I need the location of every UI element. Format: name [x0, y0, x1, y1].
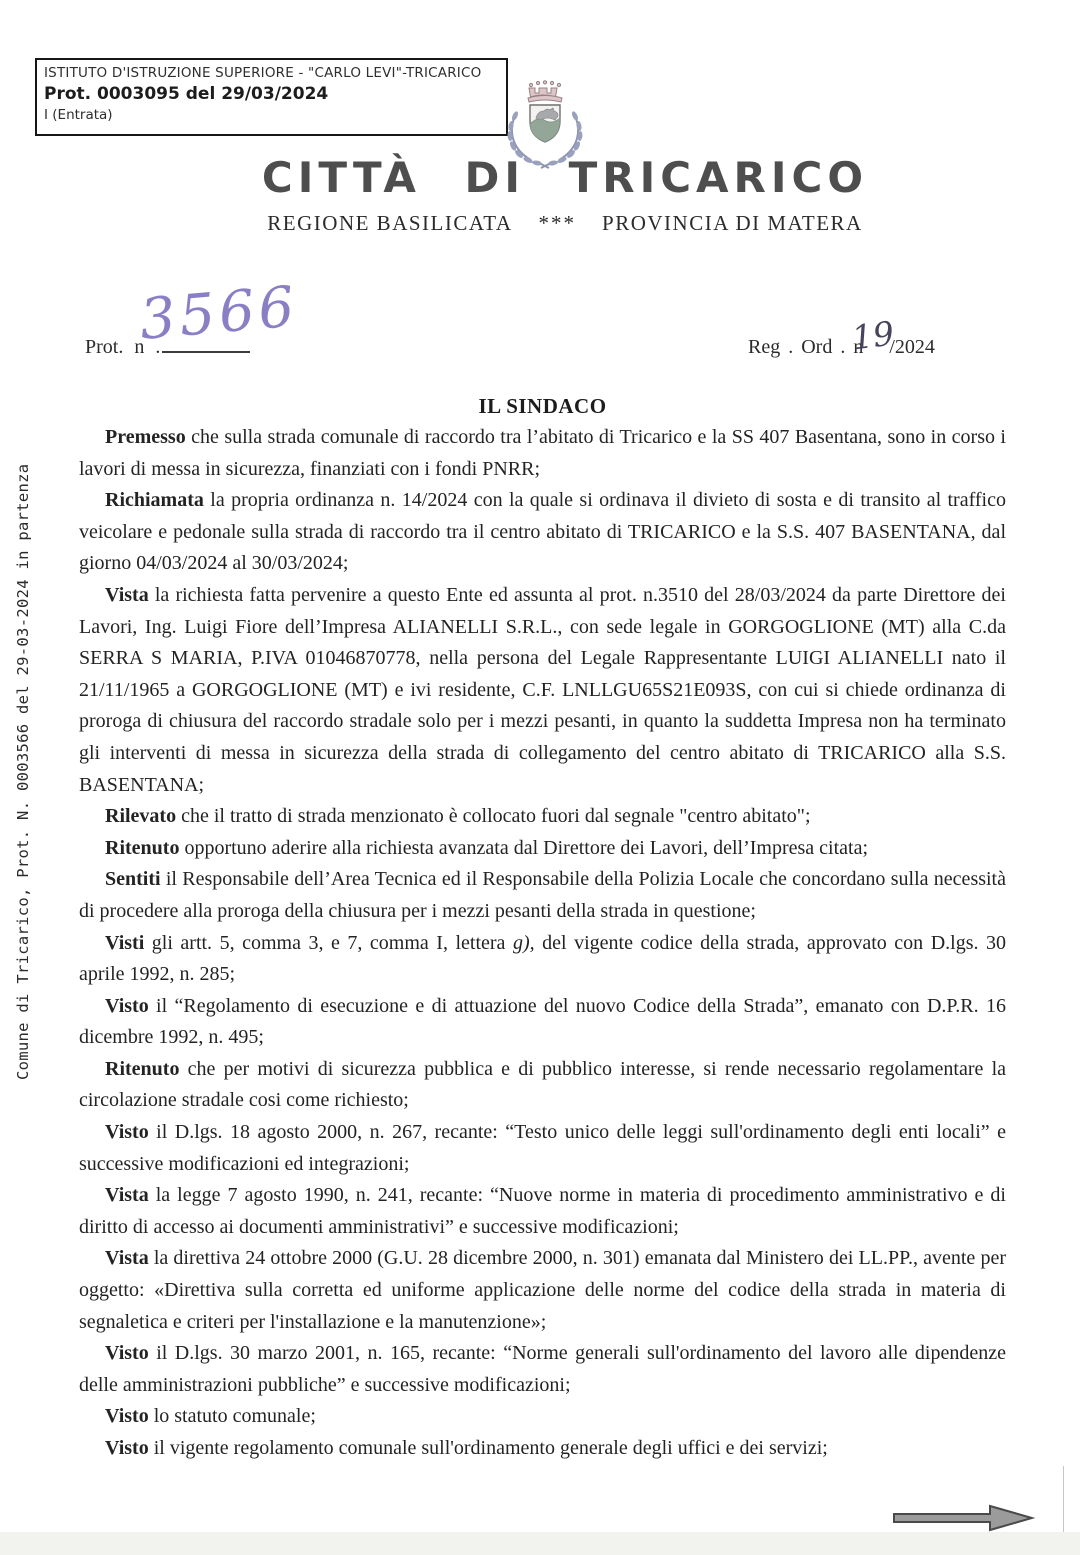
paragraph-text: gli artt. 5, comma 3, e 7, comma I, lettera [144, 931, 513, 954]
paragraph-text: la richiesta fatta pervenire a questo Ente ed assunta al prot. n.3510 del 28/03/2024 da parte Direttore dei Lavori, Ing. Luigi Fiore dell’Impresa ALIANELLI S.R.L., con sede legale in GORGOGLIONE (MT) alla C.da SERRA S MARIA, P.IVA 01046870778, nella persona del Legale Rappresentante LUIGI ALIANELLI nato il 21/11/1965 a GORGOGLIONE (MT) e ivi residente, C.F. LNLLGU65S21E093S, con cui si chiede ordinanza di proroga di chiusura del raccordo stradale solo per i mezzi pesanti, in quanto la suddetta Impresa non ha terminato gli interventi di messa in sicurezza della strada di collegamento del centro abitato di TRICARICO alla S.S. BASENTANA; [79, 583, 1006, 796]
paragraph-lead: Visto [105, 994, 149, 1017]
paragraph-text: il “Regolamento di esecuzione e di attuazione del nuovo Codice della Strada”, emanato con D.P.R. 16 dicembre 1992, n. 495; [79, 994, 1006, 1049]
paragraph [79, 1338, 1006, 1401]
registry-ordinance-line [748, 336, 935, 359]
paragraph-italic: g), [512, 931, 535, 954]
paragraph-text: il Responsabile dell’Area Tecnica ed il Responsabile della Polizia Locale che concordano sulla necessità di procedere alla proroga della chiusura per i mezzi pesanti della strada in questione; [79, 868, 1006, 922]
paragraph-text: che il tratto di strada menzionato è collocato fuori dal segnale "centro abitato"; [176, 805, 811, 828]
paragraph-lead: Vista [105, 1247, 149, 1270]
paragraph-text: lo statuto comunale; [148, 1405, 316, 1428]
paragraph-lead: Ritenuto [105, 1057, 180, 1080]
scan-bottom-strip [0, 1532, 1080, 1555]
paragraph-lead: Vista [105, 1184, 149, 1207]
paragraph-lead: Richiamata [105, 489, 204, 512]
right-arrow-graphic [893, 1503, 1035, 1533]
paragraph [79, 1117, 1006, 1180]
subtitle-separator: *** [538, 211, 577, 235]
paragraph-text: la legge 7 agosto 1990, n. 241, recante: “Nuove norme in materia di procedimento amministrativo e di diritto di accesso ai documenti amministrativi” e successive modificazioni; [79, 1184, 1006, 1238]
protocol-label: Prot. n . [85, 336, 161, 358]
paragraph-text: opportuno aderire alla richiesta avanzata dal Direttore dei Lavori, dell’Impresa citata; [179, 836, 869, 859]
paragraph [79, 485, 1006, 580]
handwritten-ordinance-number: 19 [849, 313, 897, 358]
handwritten-protocol-number: 3566 [137, 274, 301, 353]
paragraph-lead: Rilevato [105, 805, 177, 828]
paragraph-lead: Vista [105, 583, 149, 606]
paragraph-lead: Ritenuto [105, 836, 180, 859]
document-paragraphs [79, 422, 1006, 1465]
paragraph [79, 801, 1006, 833]
paragraph-text: che sulla strada comunale di raccordo tra l’abitato di Tricarico e la SS 407 Basentana, sono in corso i lavori di messa in sicurezza, finanziati con i fondi PNRR; [79, 426, 1006, 480]
paragraph [79, 1054, 1006, 1117]
registry-label: Reg . Ord . n [748, 336, 864, 358]
paragraph [79, 1433, 1006, 1465]
document-heading: IL SINDACO [478, 394, 607, 418]
paragraph-text: il vigente regolamento comunale sull'ordinamento generale degli uffici e dei servizi; [148, 1437, 828, 1459]
registry-year: /2024 [889, 336, 935, 358]
scan-edge-line [1063, 1466, 1064, 1532]
paragraph-text: che per motivi di sicurezza pubblica e di pubblico interesse, si rende necessario regolamentare la circolazione stradale cosi come richiesto; [79, 1057, 1006, 1112]
paragraph-text: la direttiva 24 ottobre 2000 (G.U. 28 dicembre 2000, n. 301) emanata dal Ministero dei LL.PP., avente per oggetto: «Direttiva sulla corretta ed uniforme applicazione delle norme del codice della strada in materia di segnaletica e criteri per l'installazione e la manutenzione»; [79, 1247, 1006, 1333]
city-title: CITTÀ DI TRICARICO [261, 153, 869, 202]
right-arrow-icon [893, 1503, 1035, 1533]
province-label: PROVINCIA DI MATERA [602, 211, 863, 235]
paragraph [79, 864, 1006, 927]
paragraph [79, 580, 1006, 801]
incoming-protocol-stamp [35, 58, 508, 136]
stamp-institute-name: ISTITUTO D'ISTRUZIONE SUPERIORE - "CARLO LEVI"-TRICARICO [44, 65, 482, 81]
paragraph [79, 833, 1006, 865]
paragraph [79, 1243, 1006, 1338]
paragraph [79, 1180, 1006, 1243]
stamp-entry-type: I (Entrata) [44, 107, 113, 123]
paragraph-lead: Visti [105, 931, 145, 954]
paragraph-lead: Visto [105, 1405, 149, 1428]
paragraph-text: il D.lgs. 30 marzo 2001, n. 165, recante: “Norme generali sull'ordinamento del lavoro alle dipendenze delle amministrazioni pubbliche” e successive modificazioni; [79, 1342, 1006, 1396]
region-province-subtitle [50, 211, 1080, 236]
paragraph [79, 928, 1006, 991]
stamp-protocol-number: Prot. 0003095 del 29/03/2024 [44, 84, 329, 104]
paragraph [79, 991, 1006, 1054]
paragraph [79, 422, 1006, 485]
paragraph-lead: Premesso [105, 426, 186, 448]
paragraph [79, 1401, 1006, 1433]
paragraph-lead: Visto [105, 1121, 149, 1144]
paragraph-text: il D.lgs. 18 agosto 2000, n. 267, recante: “Testo unico delle leggi sull'ordinamento degli enti locali” e successive modificazioni ed integrazioni; [79, 1121, 1006, 1175]
paragraph-lead: Visto [105, 1342, 149, 1365]
outgoing-protocol-side-stamp: Comune di Tricarico, Prot. N. 0003566 del 29-03-2024 in partenza [14, 463, 32, 1080]
paragraph-text: del vigente codice della strada, approvato con D.lgs. 30 aprile 1992, n. 285; [79, 931, 1006, 986]
paragraph-lead: Visto [105, 1437, 149, 1459]
region-label: REGIONE BASILICATA [267, 211, 513, 235]
paragraph-lead: Sentiti [105, 868, 161, 891]
paragraph-text: la propria ordinanza n. 14/2024 con la quale si ordinava il divieto di sosta e di transito al traffico veicolare e pedonale sulla strada di raccordo tra il centro abitato di TRICARICO e la S.S. 407 BASENTANA, dal giorno 04/03/2024 al 30/03/2024; [79, 489, 1006, 575]
